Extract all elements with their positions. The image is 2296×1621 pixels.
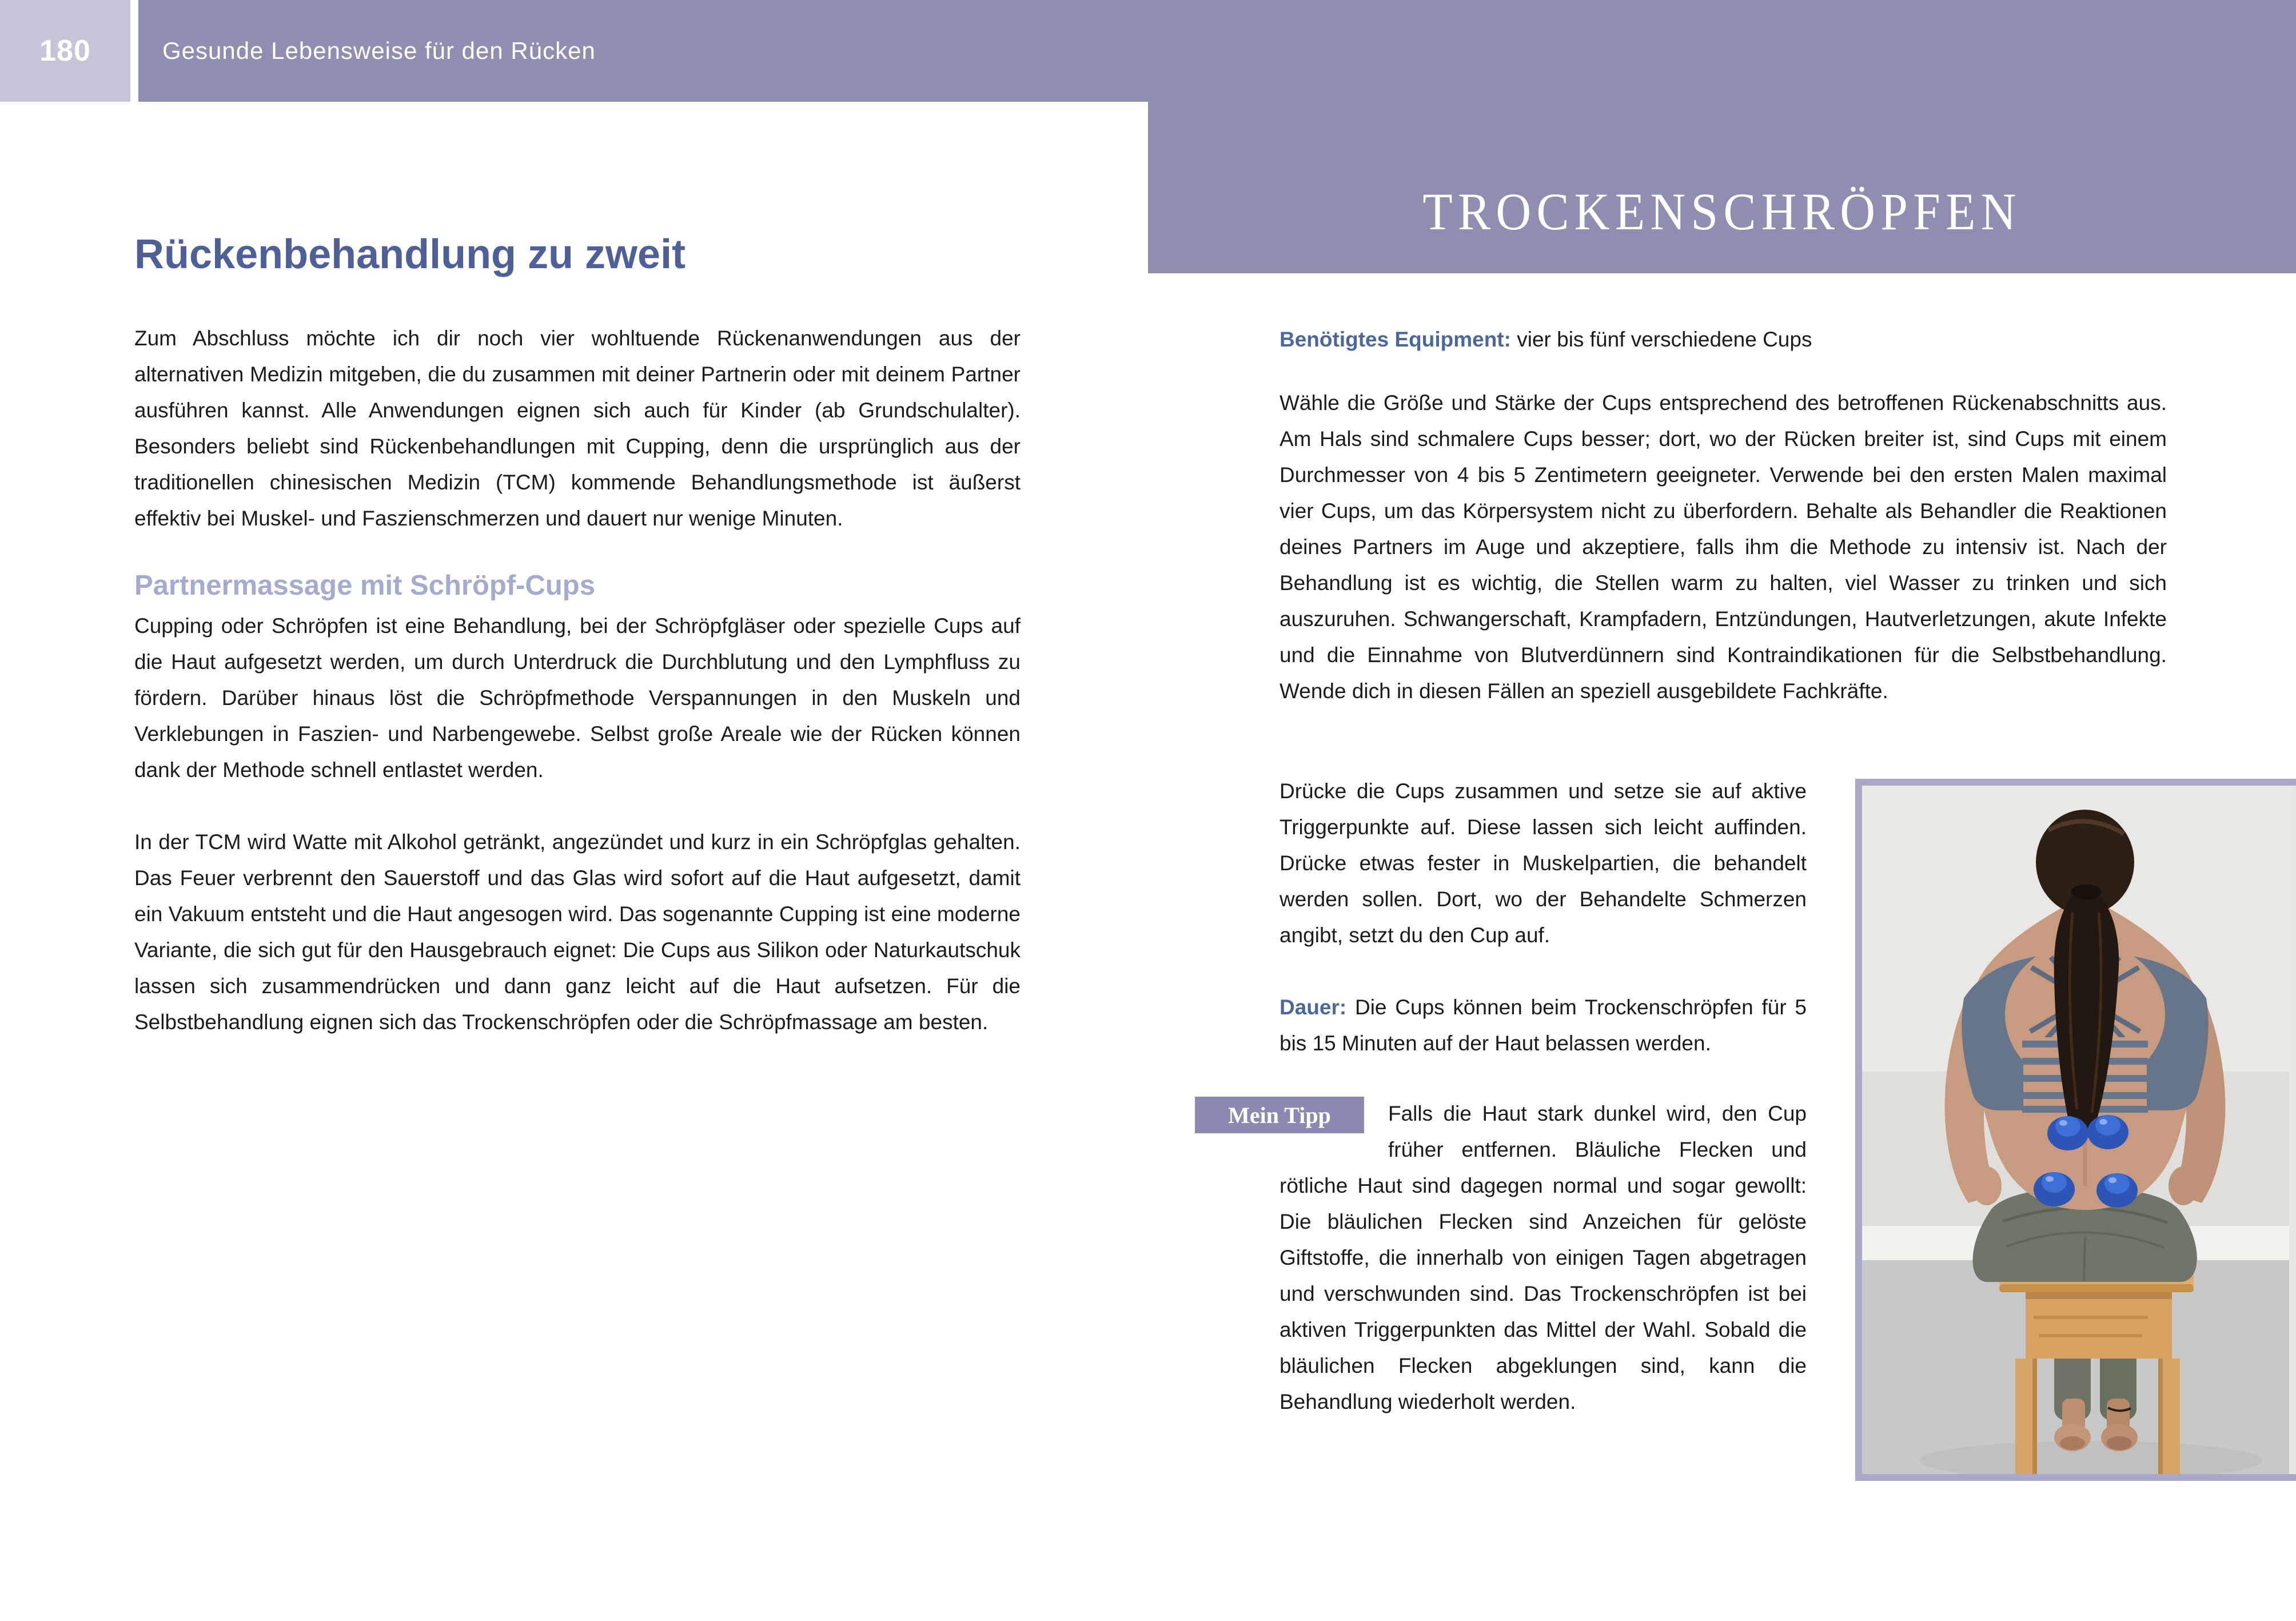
page-number-box [0,0,130,102]
cup-upper-right [2087,1115,2128,1149]
left-page-column [134,233,1021,1040]
paragraph-cupping: Cupping oder Schröpfen ist eine Behandlung, bei der Schröpfgläser oder spezielle Cups auf die Haut aufgesetzt werden, um durch Unterdruck die Durchblutung und den Lymphfluss zu fördern. Darüber hinaus löst die Schröpfmethode Verspannungen in den Muskeln und Verklebungen in Faszien- und Narbengewebe. Selbst große Areale wie der Rücken können dank der Methode schnell entlastet werden. [134,614,1021,782]
tip-badge: Mein Tipp [1195,1097,1364,1133]
duration-label: Dauer: [1279,995,1347,1019]
cup-lower-left [2034,1172,2075,1206]
duration-line [1279,989,1807,1061]
tip-text: Falls die Haut stark dunkel wird, den Cup früher entfernen. Bläuliche Flecken und rötliche Haut sind dagegen normal und sogar gewollt: Die bläulichen Flecken sind Anzeichen für gelöste Giftstoffe, die innerhalb von einigen Tagen abgetragen und verschwunden sind. Das Trockenschröpfen ist bei aktiven Triggerpunkten das Mittel der Wahl. Sobald die bläulichen Flecken abgeklungen sind, kann die Behandlung wiederholt werden. [1279,1102,1807,1413]
section-banner [1148,0,2296,273]
cup-upper-left [2047,1116,2088,1150]
tip-block [1228,1096,1807,1420]
equipment-label: Benötigtes Equipment: [1279,328,1511,351]
page-number: 180 [39,34,91,67]
subsection-title: Partnermassage mit Schröpf-Cups [134,569,595,601]
paragraph-waehle: Wähle die Größe und Stärke der Cups entsprechend des betroffenen Rückenabschnitts aus. Am Hals sind schmalere Cups besser; dort, wo der Rücken breiter ist, sind Cups mit einem Durchmesser von 4 bis 5 Zentimetern geeigneter. Verwende bei den ersten Malen maximal vier Cups, um das Körpersystem nicht zu überfordern. Behalte als Behandler die Reaktionen deines Partners im Auge und akzeptiere, falls ihm die Methode zu intensiv ist. Nach der Behandlung ist es wichtig, die Stellen warm zu halten, viel Wasser zu trinken und sich auszuruhen. Schwangerschaft, Krampfadern, Entzündungen, Hautverletzungen, akute Infekte und die Einnahme von Blutverdünnern sind Kontraindikationen für die Selbstbehandlung. Wende dich in diesen Fällen an speziell ausgebildete Fachkräfte. [1279,391,2167,703]
equipment-value: vier bis fünf verschiedene Cups [1510,328,1812,351]
cup-lower-right [2096,1173,2138,1208]
paragraph-druecke: Drücke die Cups zusammen und setze sie auf aktive Triggerpunkte auf. Diese lassen sich leicht auffinden. Drücke etwas fester in Muskelpartien, die behandelt werden sollen. Dort, wo der Behandelte Schmerzen angibt, setzt du den Cup auf. [1279,779,1807,947]
page-title: Rückenbehandlung zu zweit [134,232,686,277]
chapter-header-title: Gesunde Lebensweise für den Rücken [162,37,596,64]
cupping-photo [1855,779,2296,1481]
paragraph-tcm: In der TCM wird Watte mit Alkohol getränkt, angezündet und kurz in ein Schröpfglas gehalten. Das Feuer verbrennt den Sauerstoff und das Glas wird sofort auf die Haut aufgesetzt, damit ein Vakuum entsteht und die Haut angesogen wird. Das sogenannte Cupping ist eine moderne Variante, die sich gut für den Hausgebrauch eignet: Die Cups aus Silikon oder Naturkautschuk lassen sich zusammendrücken und dann ganz leicht auf die Haut aufsetzen. Für die Selbstbehandlung eignen sich das Trockenschröpfen oder die Schröpfmassage am besten. [134,830,1021,1034]
equipment-line [1279,321,2167,357]
cupping-photo-illustration [1862,786,2289,1474]
duration-text: Die Cups können beim Trockenschröpfen für 5 bis 15 Minuten auf der Haut belassen werden. [1279,995,1807,1055]
paragraph-intro: Zum Abschluss möchte ich dir noch vier wohltuende Rückenanwendungen aus der alternativen Medizin mitgeben, die du zusammen mit deiner Partnerin oder mit deinem Partner ausführen kannst. Alle Anwendungen eignen sich auch für Kinder (ab Grundschulalter). Besonders beliebt sind Rückenbehandlungen mit Cupping, denn die ursprünglich aus der traditionellen chinesischen Medizin (TCM) kommende Behandlungsmethode ist äußerst effektiv bei Muskel- und Faszienschmerzen und dauert nur wenige Minuten. [134,326,1021,530]
narrow-text-column [1228,773,1807,1420]
section-banner-title: TROCKENSCHRÖPFEN [1422,182,2022,241]
